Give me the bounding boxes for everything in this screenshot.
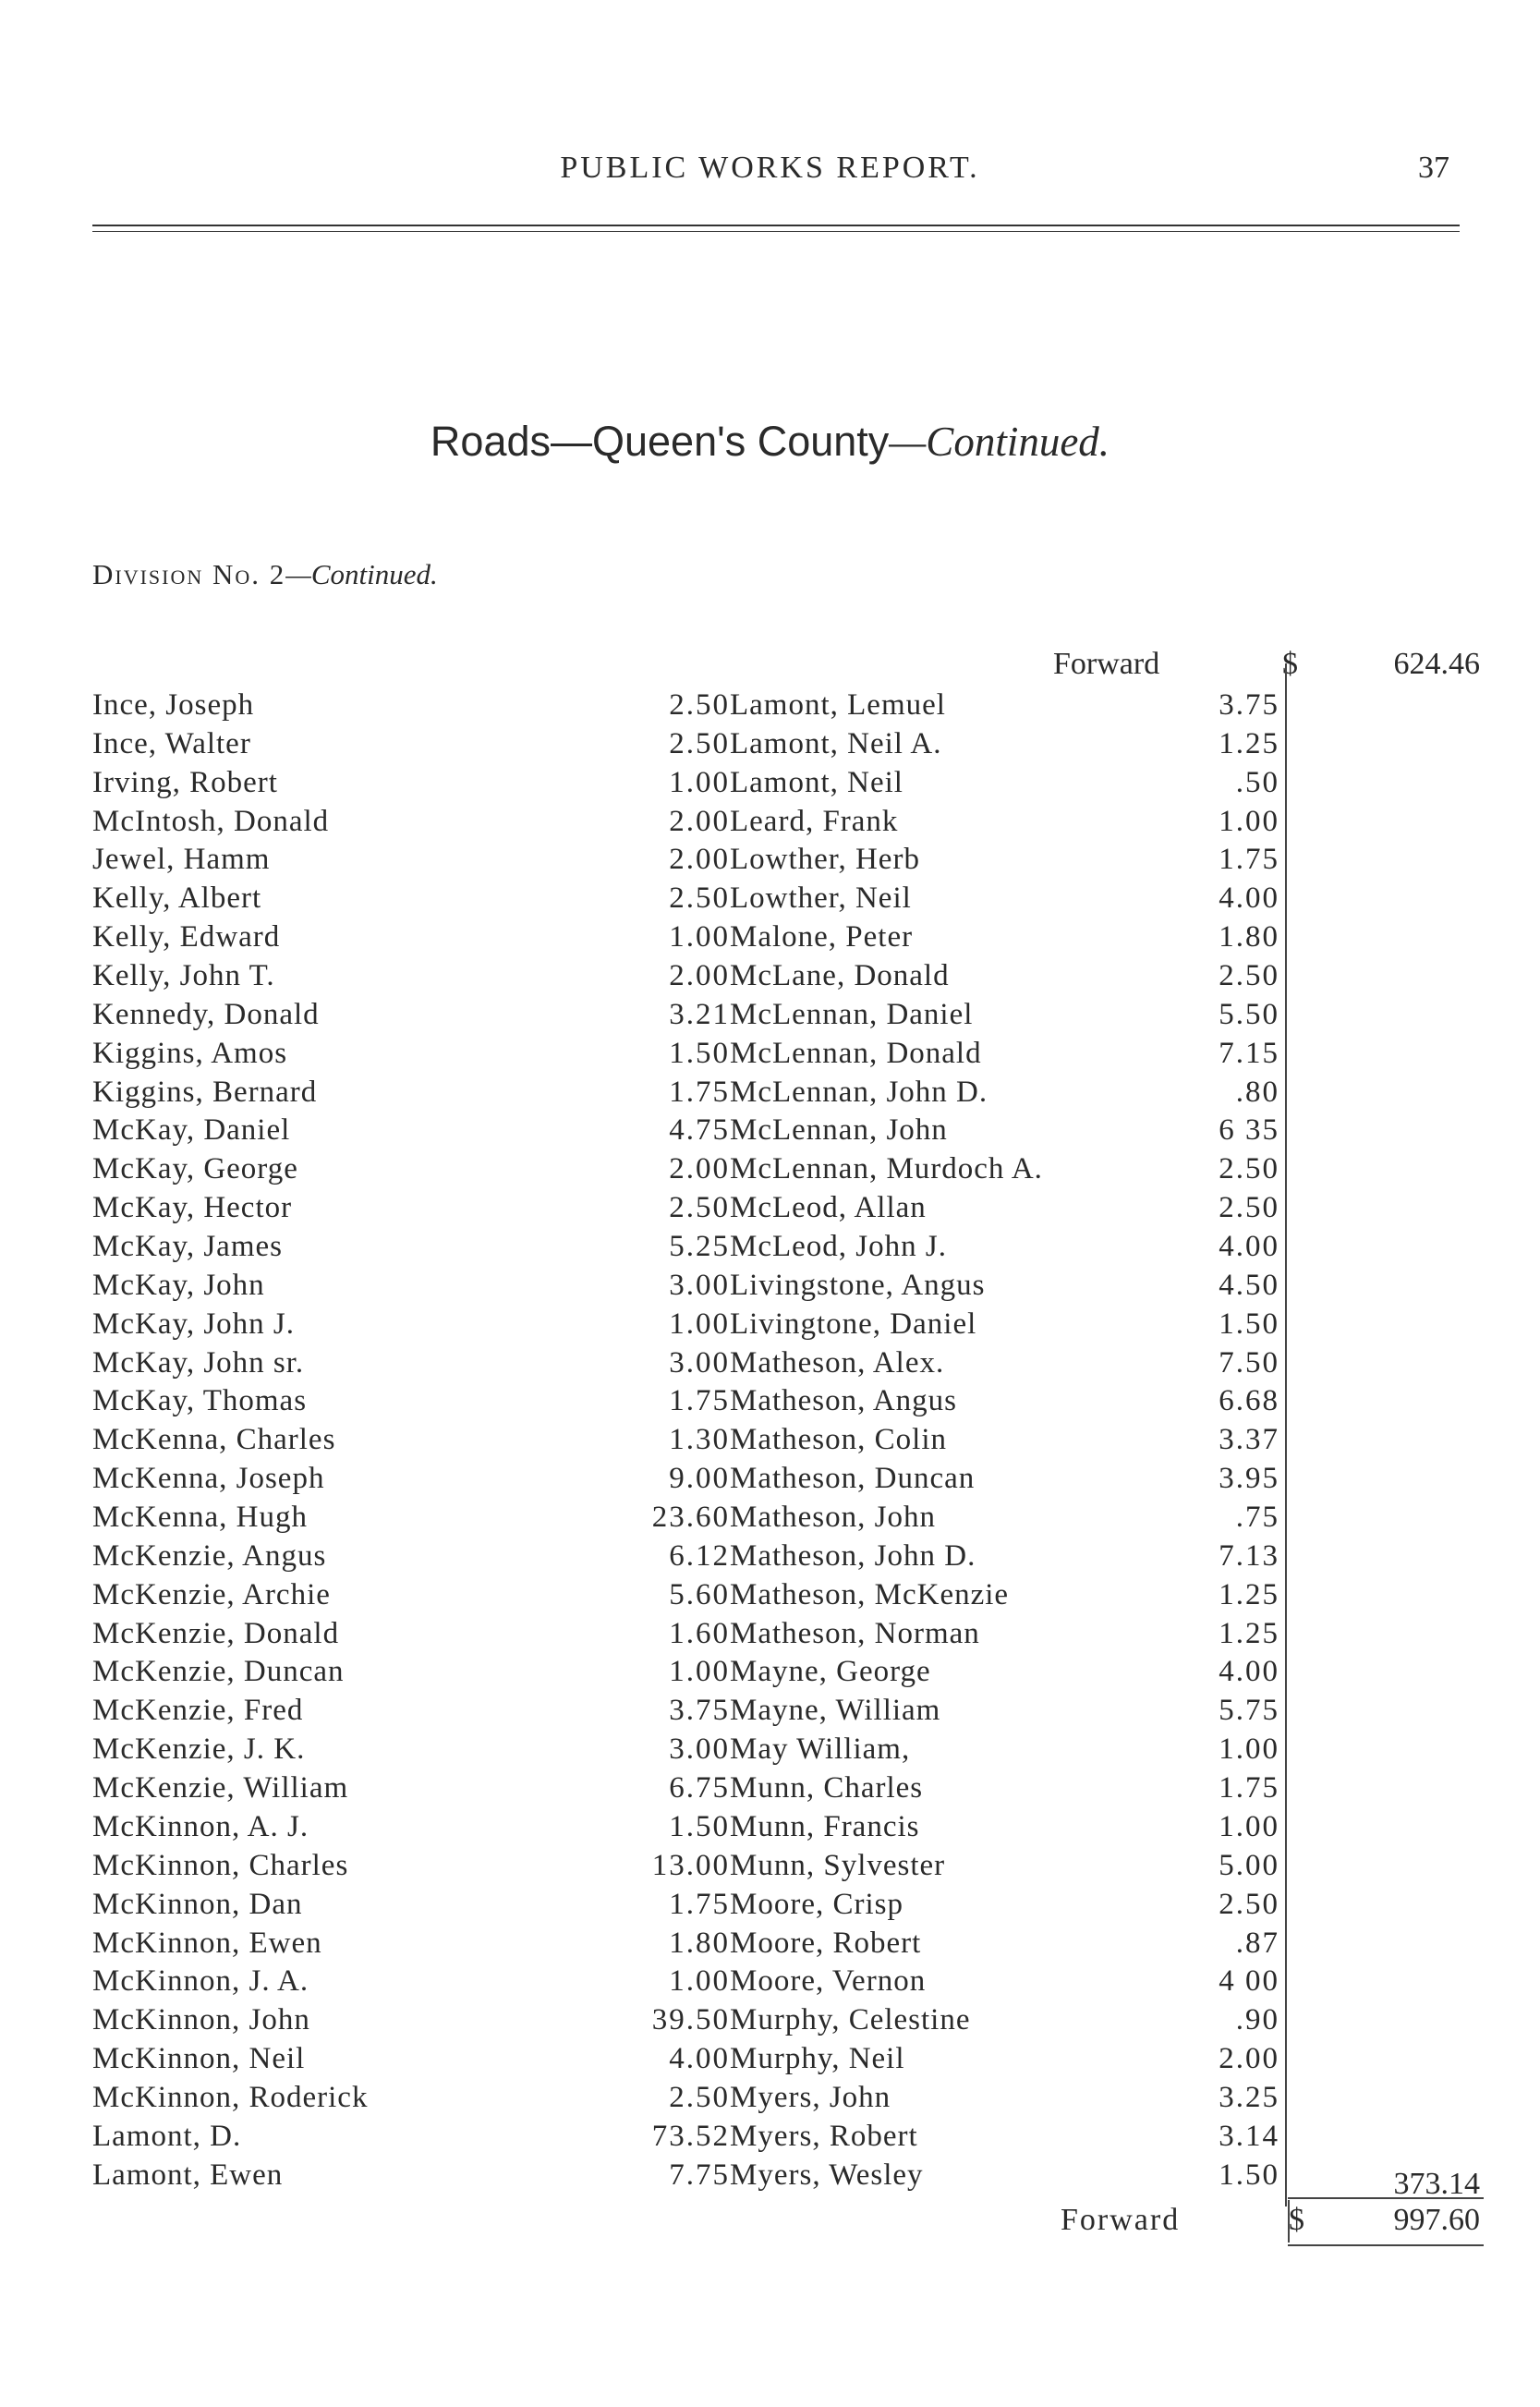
ledger-entry [92, 1848, 730, 1888]
ledger-entry [92, 1538, 730, 1578]
ledger-entry [92, 1771, 730, 1810]
entry-name: McLennan, Daniel [730, 997, 974, 1031]
entry-amount: 2.50 [669, 726, 730, 760]
entry-amount: 13.00 [651, 1848, 730, 1882]
entry-amount: 1.50 [669, 1036, 730, 1070]
entry-amount: 1.50 [1219, 2158, 1279, 2192]
entry-amount: 2.50 [669, 881, 730, 916]
ledger-entry [92, 2080, 730, 2120]
ledger-entry [92, 1964, 730, 2003]
entry-amount: .90 [1235, 2003, 1279, 2037]
entry-name: McKenzie, Archie [92, 1577, 331, 1611]
ledger-entry [730, 1617, 1284, 1656]
entry-name: Leard, Frank [730, 804, 899, 838]
ledger-entry [92, 1501, 730, 1539]
entry-name: McKay, George [92, 1152, 298, 1186]
entry-amount: 2.50 [1219, 1887, 1279, 1921]
entry-amount: 7.75 [669, 2158, 730, 2192]
page-number: 37 [1418, 151, 1449, 185]
entry-amount: 5.75 [1219, 1694, 1279, 1728]
ledger-entry [730, 2042, 1284, 2081]
ledger-entry [730, 1964, 1284, 2003]
entry-amount: 3.25 [1219, 2080, 1279, 2114]
entry-amount: 5.00 [1219, 1848, 1279, 1882]
entry-name: Kennedy, Donald [92, 997, 320, 1031]
ledger-entry [730, 920, 1284, 959]
ledger-entry [92, 765, 730, 805]
entry-name: Kiggins, Amos [92, 1036, 288, 1070]
entry-amount: 4.00 [1219, 1230, 1279, 1264]
entry-amount: 7.13 [1219, 1538, 1279, 1573]
entry-name: May William, [730, 1732, 911, 1767]
entry-amount: 3.75 [669, 1694, 730, 1728]
ledger-entry [730, 1384, 1284, 1423]
entry-name: McKenzie, William [92, 1771, 349, 1805]
entry-name: Matheson, McKenzie [730, 1577, 1010, 1611]
ledger-entry [92, 1384, 730, 1423]
entry-name: Lamont, Lemuel [730, 688, 946, 722]
entry-amount: 2.50 [1219, 1191, 1279, 1225]
entry-name: Murphy, Neil [730, 2042, 905, 2076]
entry-name: Moore, Robert [730, 1926, 922, 1960]
entry-amount: 5.60 [669, 1577, 730, 1611]
ledger-entry [92, 688, 730, 727]
entry-name: McKinnon, John [92, 2003, 310, 2037]
dollar-sign-top: $ [1282, 647, 1298, 681]
ledger-entry [730, 1655, 1284, 1694]
entry-name: Lamont, Neil [730, 765, 903, 799]
ledger-entry [92, 843, 730, 881]
ledger-entry [92, 920, 730, 959]
entry-amount: .50 [1235, 765, 1279, 799]
entry-name: McLennan, John [730, 1113, 948, 1148]
left-entries-column [92, 688, 730, 2197]
entry-amount: 1.25 [1219, 726, 1279, 760]
division-continued: —Continued. [285, 558, 438, 590]
forward-amount-top: 624.46 [1393, 647, 1480, 681]
entry-name: McLane, Donald [730, 959, 950, 993]
ledger-entry [730, 1578, 1284, 1617]
ledger-entry [730, 1810, 1284, 1849]
entry-name: McKenzie, Angus [92, 1538, 327, 1573]
ledger-entry [92, 997, 730, 1037]
ledger-entry [730, 1230, 1284, 1269]
ledger-entry [730, 1423, 1284, 1462]
entry-amount: 1.75 [669, 1887, 730, 1921]
entry-amount: 4.00 [669, 2042, 730, 2076]
ledger-entry [92, 1462, 730, 1501]
entry-name: Matheson, Angus [730, 1384, 957, 1418]
entry-amount: 2.50 [669, 2080, 730, 2114]
ledger-entry [92, 1191, 730, 1230]
ledger-entry [730, 2003, 1284, 2042]
entry-amount: 2.50 [669, 1191, 730, 1225]
entry-name: McKenzie, J. K. [92, 1732, 306, 1767]
entry-name: Livingtone, Daniel [730, 1307, 977, 1341]
entry-name: Moore, Vernon [730, 1964, 927, 1999]
entry-amount: 1.75 [669, 1384, 730, 1418]
entry-amount: 1.00 [669, 1964, 730, 1999]
ledger-entry [730, 1694, 1284, 1732]
entry-amount: 3.21 [669, 997, 730, 1031]
entry-name: McKinnon, Neil [92, 2042, 306, 2076]
entry-amount: 23.60 [651, 1501, 730, 1535]
entry-amount: 4 00 [1219, 1964, 1279, 1999]
ledger-entry [730, 1191, 1284, 1230]
entry-amount: 2.50 [1219, 1152, 1279, 1186]
ledger-entry [92, 959, 730, 998]
total-rule-top [1288, 2197, 1484, 2199]
entry-name: Lamont, D. [92, 2119, 242, 2153]
ledger-entry [92, 1616, 730, 1656]
ledger-entry [92, 1926, 730, 1965]
entry-name: Lowther, Neil [730, 881, 912, 916]
entry-name: Livingstone, Angus [730, 1268, 986, 1302]
entry-name: McKinnon, A. J. [92, 1809, 309, 1843]
entry-amount: 1.80 [669, 1926, 730, 1960]
ledger-entry [730, 1732, 1284, 1771]
ledger-entry [730, 2120, 1284, 2158]
entry-amount: 2.00 [669, 843, 730, 877]
ledger-entry [730, 1346, 1284, 1385]
entry-name: Mayne, George [730, 1655, 931, 1689]
ledger-entry [730, 959, 1284, 998]
entry-name: McLeod, Allan [730, 1191, 927, 1225]
entry-name: Ince, Joseph [92, 688, 255, 722]
ledger-entry [730, 766, 1284, 805]
entry-amount: 1.00 [669, 1307, 730, 1341]
entry-amount: .75 [1235, 1501, 1279, 1535]
entry-name: Malone, Peter [730, 920, 914, 954]
entry-name: Kelly, Edward [92, 920, 281, 954]
ledger-entry [92, 1268, 730, 1307]
entry-amount: 5.25 [669, 1230, 730, 1264]
ledger-entry [92, 1655, 730, 1694]
entry-name: Myers, Robert [730, 2119, 918, 2153]
ledger-entry [730, 2081, 1284, 2120]
total-rule-bottom [1288, 2244, 1484, 2246]
ledger-entry [730, 1113, 1284, 1152]
entry-name: McKay, Thomas [92, 1384, 308, 1418]
entry-name: Irving, Robert [92, 765, 278, 799]
ledger-entry [92, 1887, 730, 1927]
ledger-entry [92, 1345, 730, 1385]
ledger-entry [730, 1307, 1284, 1346]
ledger-entry [92, 2119, 730, 2158]
ledger-entry [730, 1849, 1284, 1888]
ledger-entry [92, 1036, 730, 1076]
entry-name: McKenna, Charles [92, 1423, 336, 1457]
entry-name: McKay, John sr. [92, 1345, 305, 1380]
ledger-entry [92, 1075, 730, 1114]
entry-name: Kelly, Albert [92, 881, 262, 916]
entry-amount: 1.00 [669, 1655, 730, 1689]
division-heading [92, 558, 438, 591]
ledger-entry [730, 998, 1284, 1037]
entry-amount: 7.15 [1219, 1036, 1279, 1070]
entry-amount: 6.75 [669, 1771, 730, 1805]
entry-amount: .80 [1235, 1075, 1279, 1109]
entry-name: McKenzie, Fred [92, 1694, 304, 1728]
dollar-sign-bottom: $ [1289, 2203, 1304, 2237]
entry-name: McLennan, Murdoch A. [730, 1152, 1043, 1186]
ledger-entry [92, 1152, 730, 1191]
ledger-entry [730, 805, 1284, 844]
entry-amount: 2.00 [669, 804, 730, 838]
entry-name: Munn, Francis [730, 1809, 920, 1843]
entry-amount: 1.00 [1219, 1732, 1279, 1767]
entry-name: Murphy, Celestine [730, 2003, 971, 2037]
ledger-entry [730, 1037, 1284, 1076]
entry-name: Lamont, Ewen [92, 2158, 284, 2192]
entry-name: Munn, Charles [730, 1771, 924, 1805]
entry-name: Mayne, William [730, 1694, 941, 1728]
ledger-entry [92, 881, 730, 920]
forward-amount-bottom: 997.60 [1393, 2203, 1480, 2237]
ledger-entry [730, 1152, 1284, 1191]
ledger-entry [730, 1771, 1284, 1810]
entry-amount: 1.50 [1219, 1307, 1279, 1341]
entry-amount: 3.00 [669, 1732, 730, 1767]
entry-amount: 2.00 [669, 959, 730, 993]
ledger-entry [92, 1230, 730, 1269]
ledger-entry [92, 1307, 730, 1346]
entry-amount: 3.00 [669, 1345, 730, 1380]
ledger-entry [730, 727, 1284, 766]
entry-amount: 3.14 [1219, 2119, 1279, 2153]
entry-name: Kelly, John T. [92, 959, 275, 993]
entry-amount: 6.12 [669, 1538, 730, 1573]
ledger-entry [92, 726, 730, 766]
entry-name: Matheson, Alex. [730, 1345, 945, 1380]
entry-amount: 1.00 [669, 920, 730, 954]
entry-amount: 3.95 [1219, 1462, 1279, 1496]
ledger-entry [730, 1539, 1284, 1578]
entry-name: McKenna, Joseph [92, 1462, 325, 1496]
entry-amount: 1.50 [669, 1809, 730, 1843]
ledger-entry [92, 1809, 730, 1849]
ledger-entry [730, 1269, 1284, 1307]
header-rule-thin [92, 231, 1460, 232]
entry-name: Myers, Wesley [730, 2158, 924, 2192]
entry-amount: 1.80 [1219, 920, 1279, 954]
entry-amount: 9.00 [669, 1462, 730, 1496]
ledger-entry [730, 1927, 1284, 1965]
entry-amount: 1.75 [1219, 843, 1279, 877]
entry-name: Lowther, Herb [730, 843, 920, 877]
entry-name: McKinnon, Charles [92, 1848, 349, 1882]
entry-name: Jewel, Hamm [92, 843, 271, 877]
ledger-entry [730, 1076, 1284, 1114]
entry-amount: 3.37 [1219, 1423, 1279, 1457]
entry-amount: 4.00 [1219, 881, 1279, 916]
section-title-main: Roads—Queen's County [430, 418, 890, 465]
header-rule [92, 225, 1460, 226]
entry-amount: 3.00 [669, 1268, 730, 1302]
division-label: Division No. 2 [92, 558, 286, 590]
entry-name: McKay, Daniel [92, 1113, 291, 1148]
entry-amount: 1.75 [669, 1075, 730, 1109]
forward-label-bottom: Forward [1061, 2203, 1181, 2237]
ledger-entry [92, 1113, 730, 1152]
ledger-entry [92, 1732, 730, 1771]
entry-name: Moore, Crisp [730, 1887, 903, 1921]
entry-amount: 4.75 [669, 1113, 730, 1148]
entry-name: Matheson, Duncan [730, 1462, 976, 1496]
entry-name: Ince, Walter [92, 726, 251, 760]
ledger-entry [92, 1694, 730, 1732]
running-head: PUBLIC WORKS REPORT. [560, 151, 980, 185]
entry-name: McKinnon, J. A. [92, 1964, 309, 1999]
entry-name: McKay, John [92, 1268, 265, 1302]
entry-amount: 1.75 [1219, 1771, 1279, 1805]
entry-name: Kiggins, Bernard [92, 1075, 318, 1109]
entry-amount: 4.00 [1219, 1655, 1279, 1689]
entry-amount: 2.50 [1219, 959, 1279, 993]
entry-amount: 1.25 [1219, 1616, 1279, 1650]
ledger-entry [730, 843, 1284, 881]
entry-amount: 2.00 [1219, 2042, 1279, 2076]
ledger-entry [92, 804, 730, 844]
section-title-continued: —Continued. [889, 419, 1110, 465]
entry-amount: 1.00 [669, 765, 730, 799]
entry-amount: 6 35 [1219, 1113, 1279, 1148]
entry-amount: 1.60 [669, 1616, 730, 1650]
entry-name: McKay, John J. [92, 1307, 296, 1341]
entry-amount: 3.75 [1219, 688, 1279, 722]
entry-amount: 6.68 [1219, 1384, 1279, 1418]
forward-label-top: Forward [1053, 647, 1160, 681]
subtotal-amount: 373.14 [1393, 2167, 1480, 2201]
entry-name: McKinnon, Ewen [92, 1926, 322, 1960]
entry-name: Myers, John [730, 2080, 891, 2114]
entry-name: Munn, Sylvester [730, 1848, 946, 1882]
entry-amount: 1.25 [1219, 1577, 1279, 1611]
entry-amount: 7.50 [1219, 1345, 1279, 1380]
entry-amount: 1.00 [1219, 1809, 1279, 1843]
ledger-entry [92, 1423, 730, 1462]
ledger-entry [730, 1888, 1284, 1927]
ledger-entry [92, 2158, 730, 2197]
entry-name: McKay, James [92, 1230, 283, 1264]
ledger-entry [92, 1577, 730, 1617]
entry-amount: 5.50 [1219, 997, 1279, 1031]
ledger-entry [730, 1501, 1284, 1539]
entry-name: Matheson, Colin [730, 1423, 947, 1457]
ledger-entry [730, 881, 1284, 920]
entry-name: Matheson, Norman [730, 1616, 980, 1650]
entry-name: McLeod, John J. [730, 1230, 947, 1264]
entry-amount: 1.00 [1219, 804, 1279, 838]
entry-name: McIntosh, Donald [92, 804, 330, 838]
entry-name: McKenzie, Donald [92, 1616, 340, 1650]
entry-name: McKinnon, Dan [92, 1887, 303, 1921]
entry-amount: 2.00 [669, 1152, 730, 1186]
entry-amount: 4.50 [1219, 1268, 1279, 1302]
entry-amount: 2.50 [669, 688, 730, 722]
entry-name: McKenzie, Duncan [92, 1655, 345, 1689]
ledger-entry [730, 2158, 1284, 2197]
entry-name: McKay, Hector [92, 1191, 293, 1225]
right-entries-column [730, 688, 1284, 2197]
entry-amount: 73.52 [651, 2119, 730, 2153]
ledger-entry [730, 688, 1284, 727]
entry-name: Matheson, John [730, 1501, 936, 1535]
ledger-entry [92, 2042, 730, 2081]
section-title [0, 418, 1540, 466]
entry-name: McKenna, Hugh [92, 1501, 308, 1535]
entry-name: Matheson, John D. [730, 1538, 976, 1573]
entry-name: McLennan, John D. [730, 1075, 988, 1109]
ledger-entry [730, 1462, 1284, 1501]
entry-amount: .87 [1235, 1926, 1279, 1960]
entry-name: McKinnon, Roderick [92, 2080, 369, 2114]
amount-column-rule [1285, 663, 1287, 2206]
entry-name: Lamont, Neil A. [730, 726, 942, 760]
ledger-entry [92, 2003, 730, 2042]
entry-amount: 39.50 [651, 2003, 730, 2037]
entry-amount: 1.30 [669, 1423, 730, 1457]
entry-name: McLennan, Donald [730, 1036, 982, 1070]
